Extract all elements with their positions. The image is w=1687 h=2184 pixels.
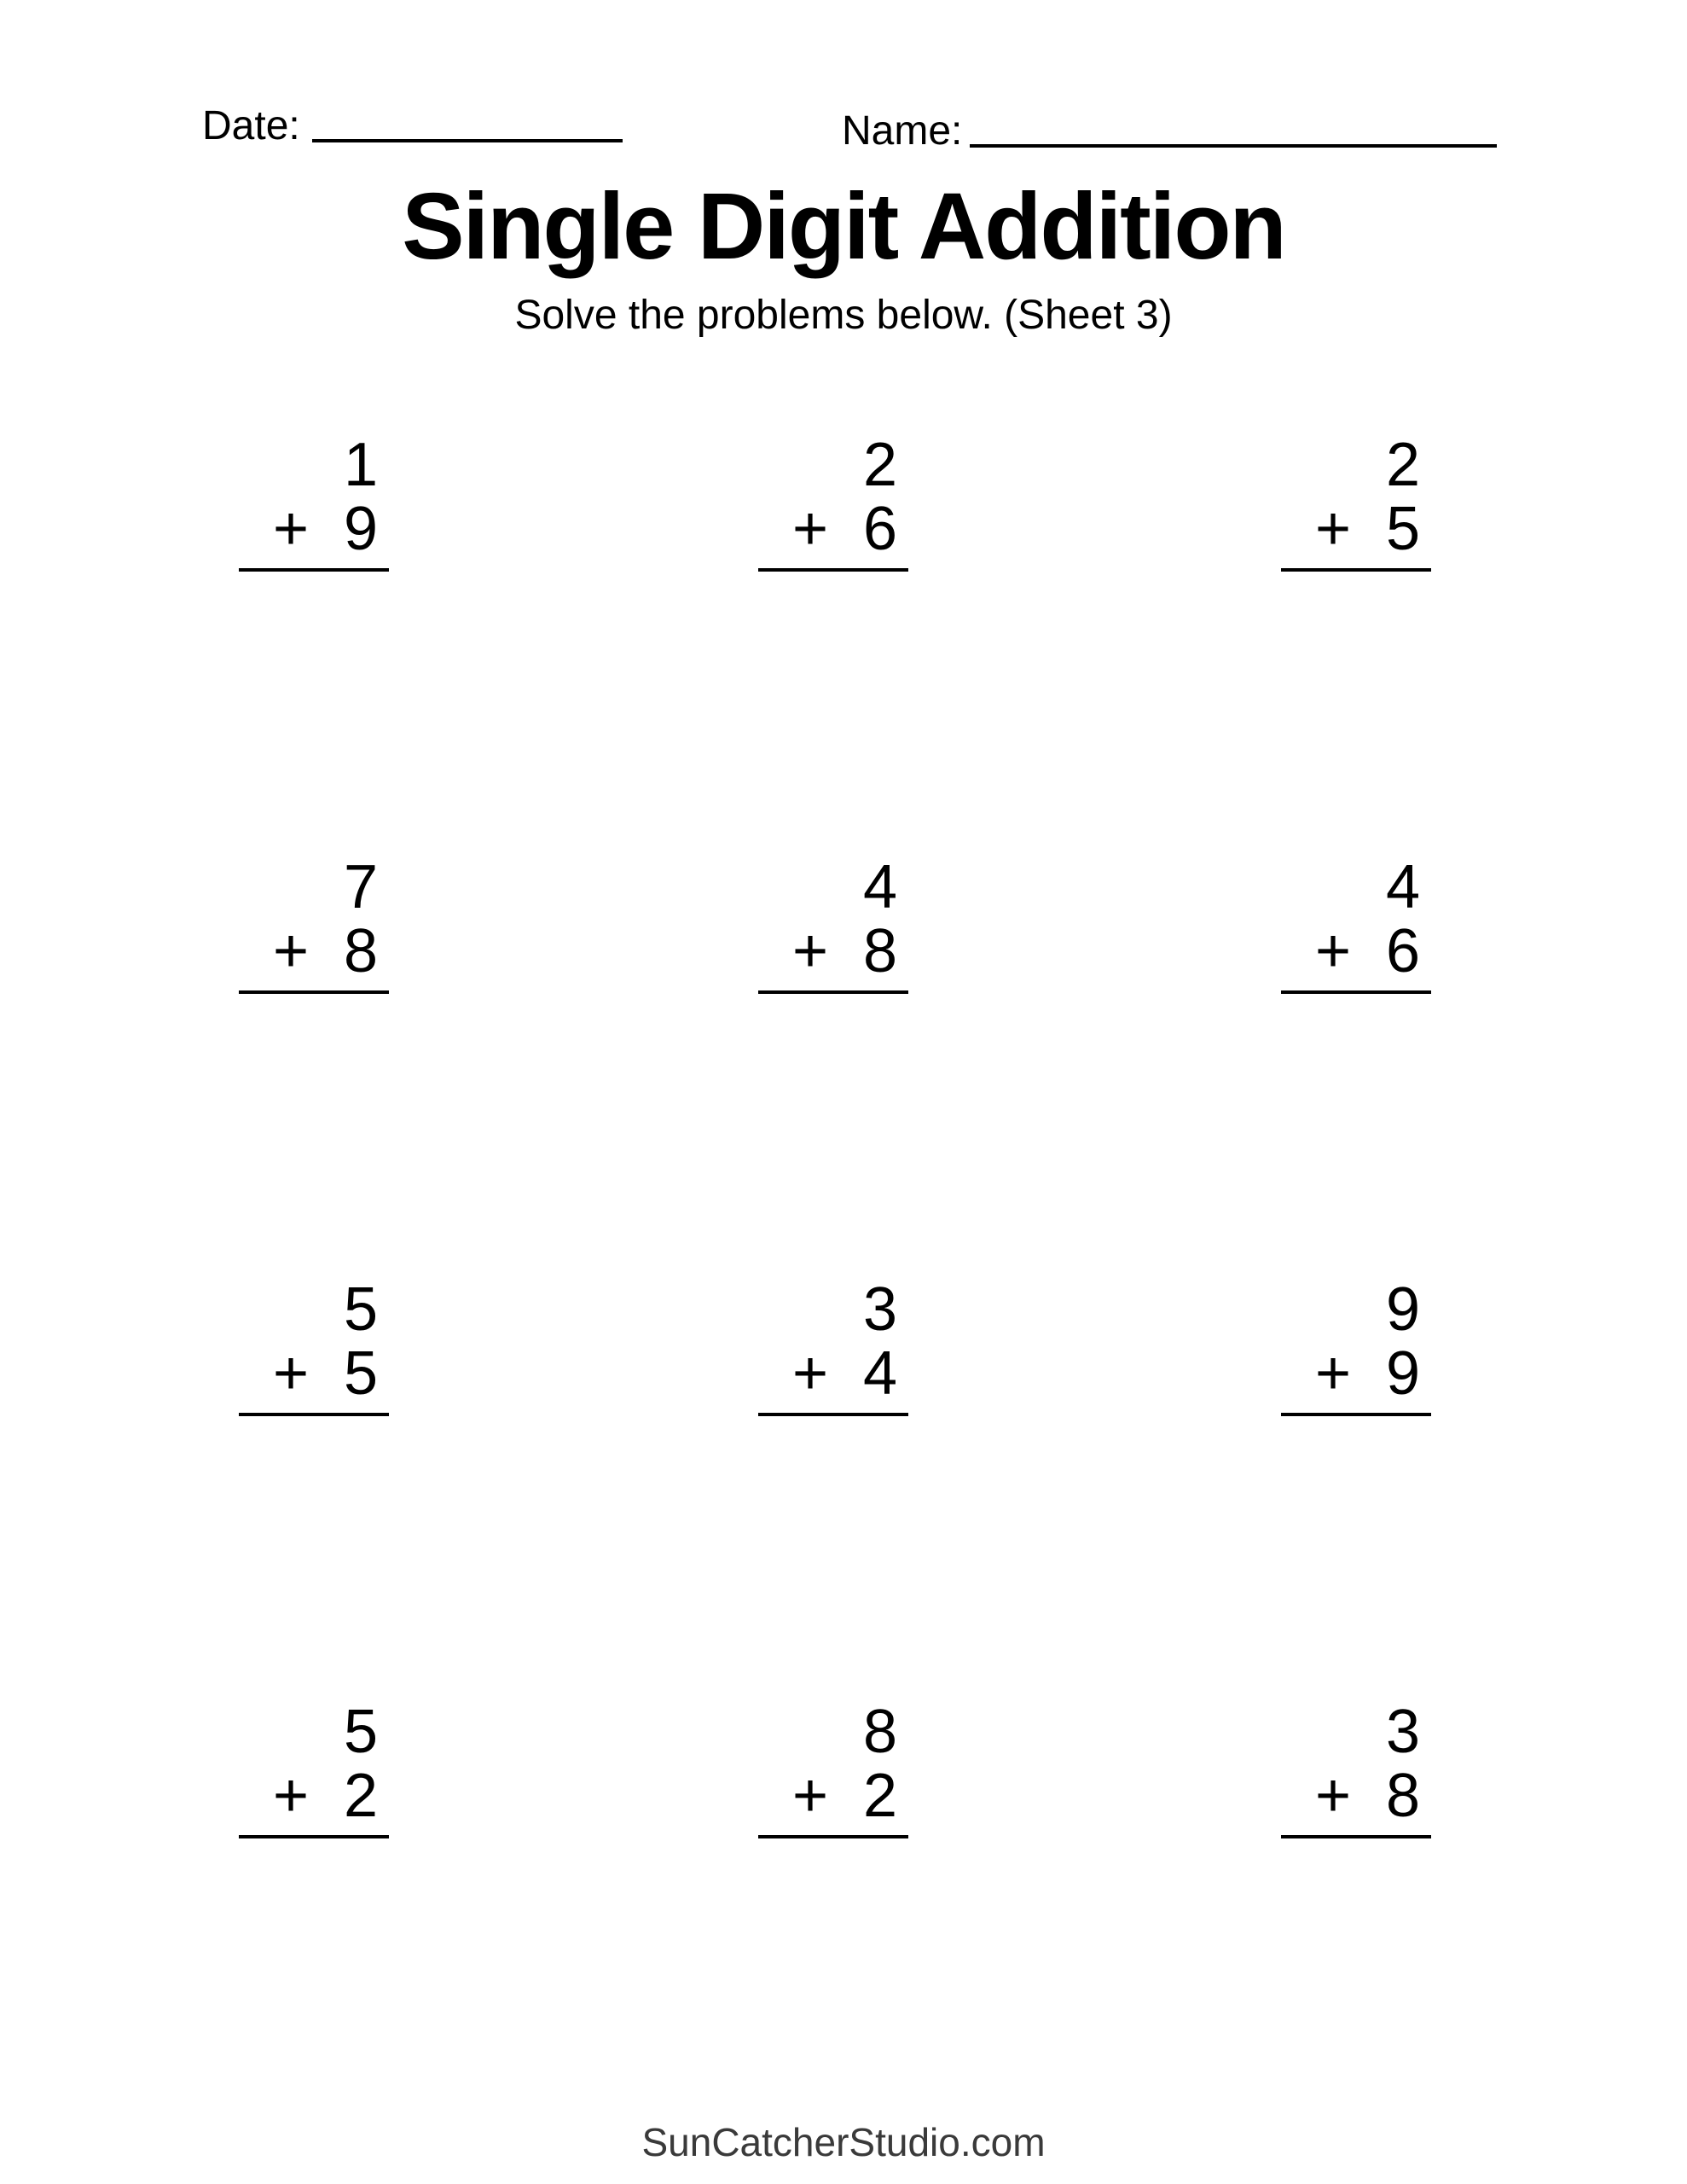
bottom-addend: 8 [862,917,897,985]
problem [1281,853,1431,994]
problem [758,433,908,572]
bottom-addend-row [1281,1764,1431,1835]
bottom-addend: 2 [343,1762,378,1830]
problem [239,853,389,994]
plus-sign: + [273,1339,310,1408]
bottom-addend-row [239,1764,389,1835]
name-blank-line [970,144,1497,148]
plus-sign: + [1315,495,1352,563]
problem [758,1275,908,1416]
problem [239,1275,389,1416]
plus-sign: + [792,495,829,563]
bottom-addend: 8 [343,917,378,985]
bottom-addend: 8 [1385,1762,1420,1830]
name-label: Name: [842,108,963,154]
footer-credit: SunCatcherStudio.com [641,2120,1046,2164]
plus-sign: + [1315,917,1352,985]
plus-sign: + [792,1762,829,1830]
bottom-addend: 5 [1385,495,1420,563]
bottom-addend-row [758,1764,908,1835]
bottom-addend: 4 [862,1339,897,1408]
bottom-addend-row [1281,917,1431,990]
bottom-addend-row [1281,497,1431,568]
bottom-addend-row [239,917,389,990]
top-addend: 5 [343,1275,378,1344]
problem [1281,433,1431,572]
bottom-addend: 2 [862,1762,897,1830]
problem [239,433,389,572]
plus-sign: + [792,917,829,985]
top-addend: 3 [1385,1698,1420,1766]
plus-sign: + [273,1762,310,1830]
top-addend: 1 [343,431,378,499]
bottom-addend: 9 [1385,1339,1420,1408]
date-label: Date: [202,103,300,148]
plus-sign: + [1315,1339,1352,1408]
top-addend: 9 [1385,1275,1420,1344]
plus-sign: + [273,917,310,985]
bottom-addend-row [758,497,908,568]
bottom-addend: 6 [862,495,897,563]
bottom-addend: 5 [343,1339,378,1408]
problem [758,1700,908,1838]
page-title: Single Digit Addition [402,174,1285,279]
problem [1281,1700,1431,1838]
bottom-addend: 6 [1385,917,1420,985]
date-blank-line [312,139,623,142]
plus-sign: + [1315,1762,1352,1830]
bottom-addend-row [758,917,908,990]
top-addend: 3 [862,1275,897,1344]
bottom-addend-row [239,1339,389,1413]
problem [1281,1275,1431,1416]
plus-sign: + [792,1339,829,1408]
problem [239,1700,389,1838]
plus-sign: + [273,495,310,563]
top-addend: 8 [862,1698,897,1766]
bottom-addend-row [1281,1339,1431,1413]
top-addend: 4 [862,853,897,921]
top-addend: 2 [862,431,897,499]
top-addend: 2 [1385,431,1420,499]
bottom-addend: 9 [343,495,378,563]
top-addend: 4 [1385,853,1420,921]
problem [758,853,908,994]
bottom-addend-row [758,1339,908,1413]
top-addend: 7 [343,853,378,921]
page-subtitle: Solve the problems below. (Sheet 3) [514,293,1173,338]
bottom-addend-row [239,497,389,568]
top-addend: 5 [343,1698,378,1766]
